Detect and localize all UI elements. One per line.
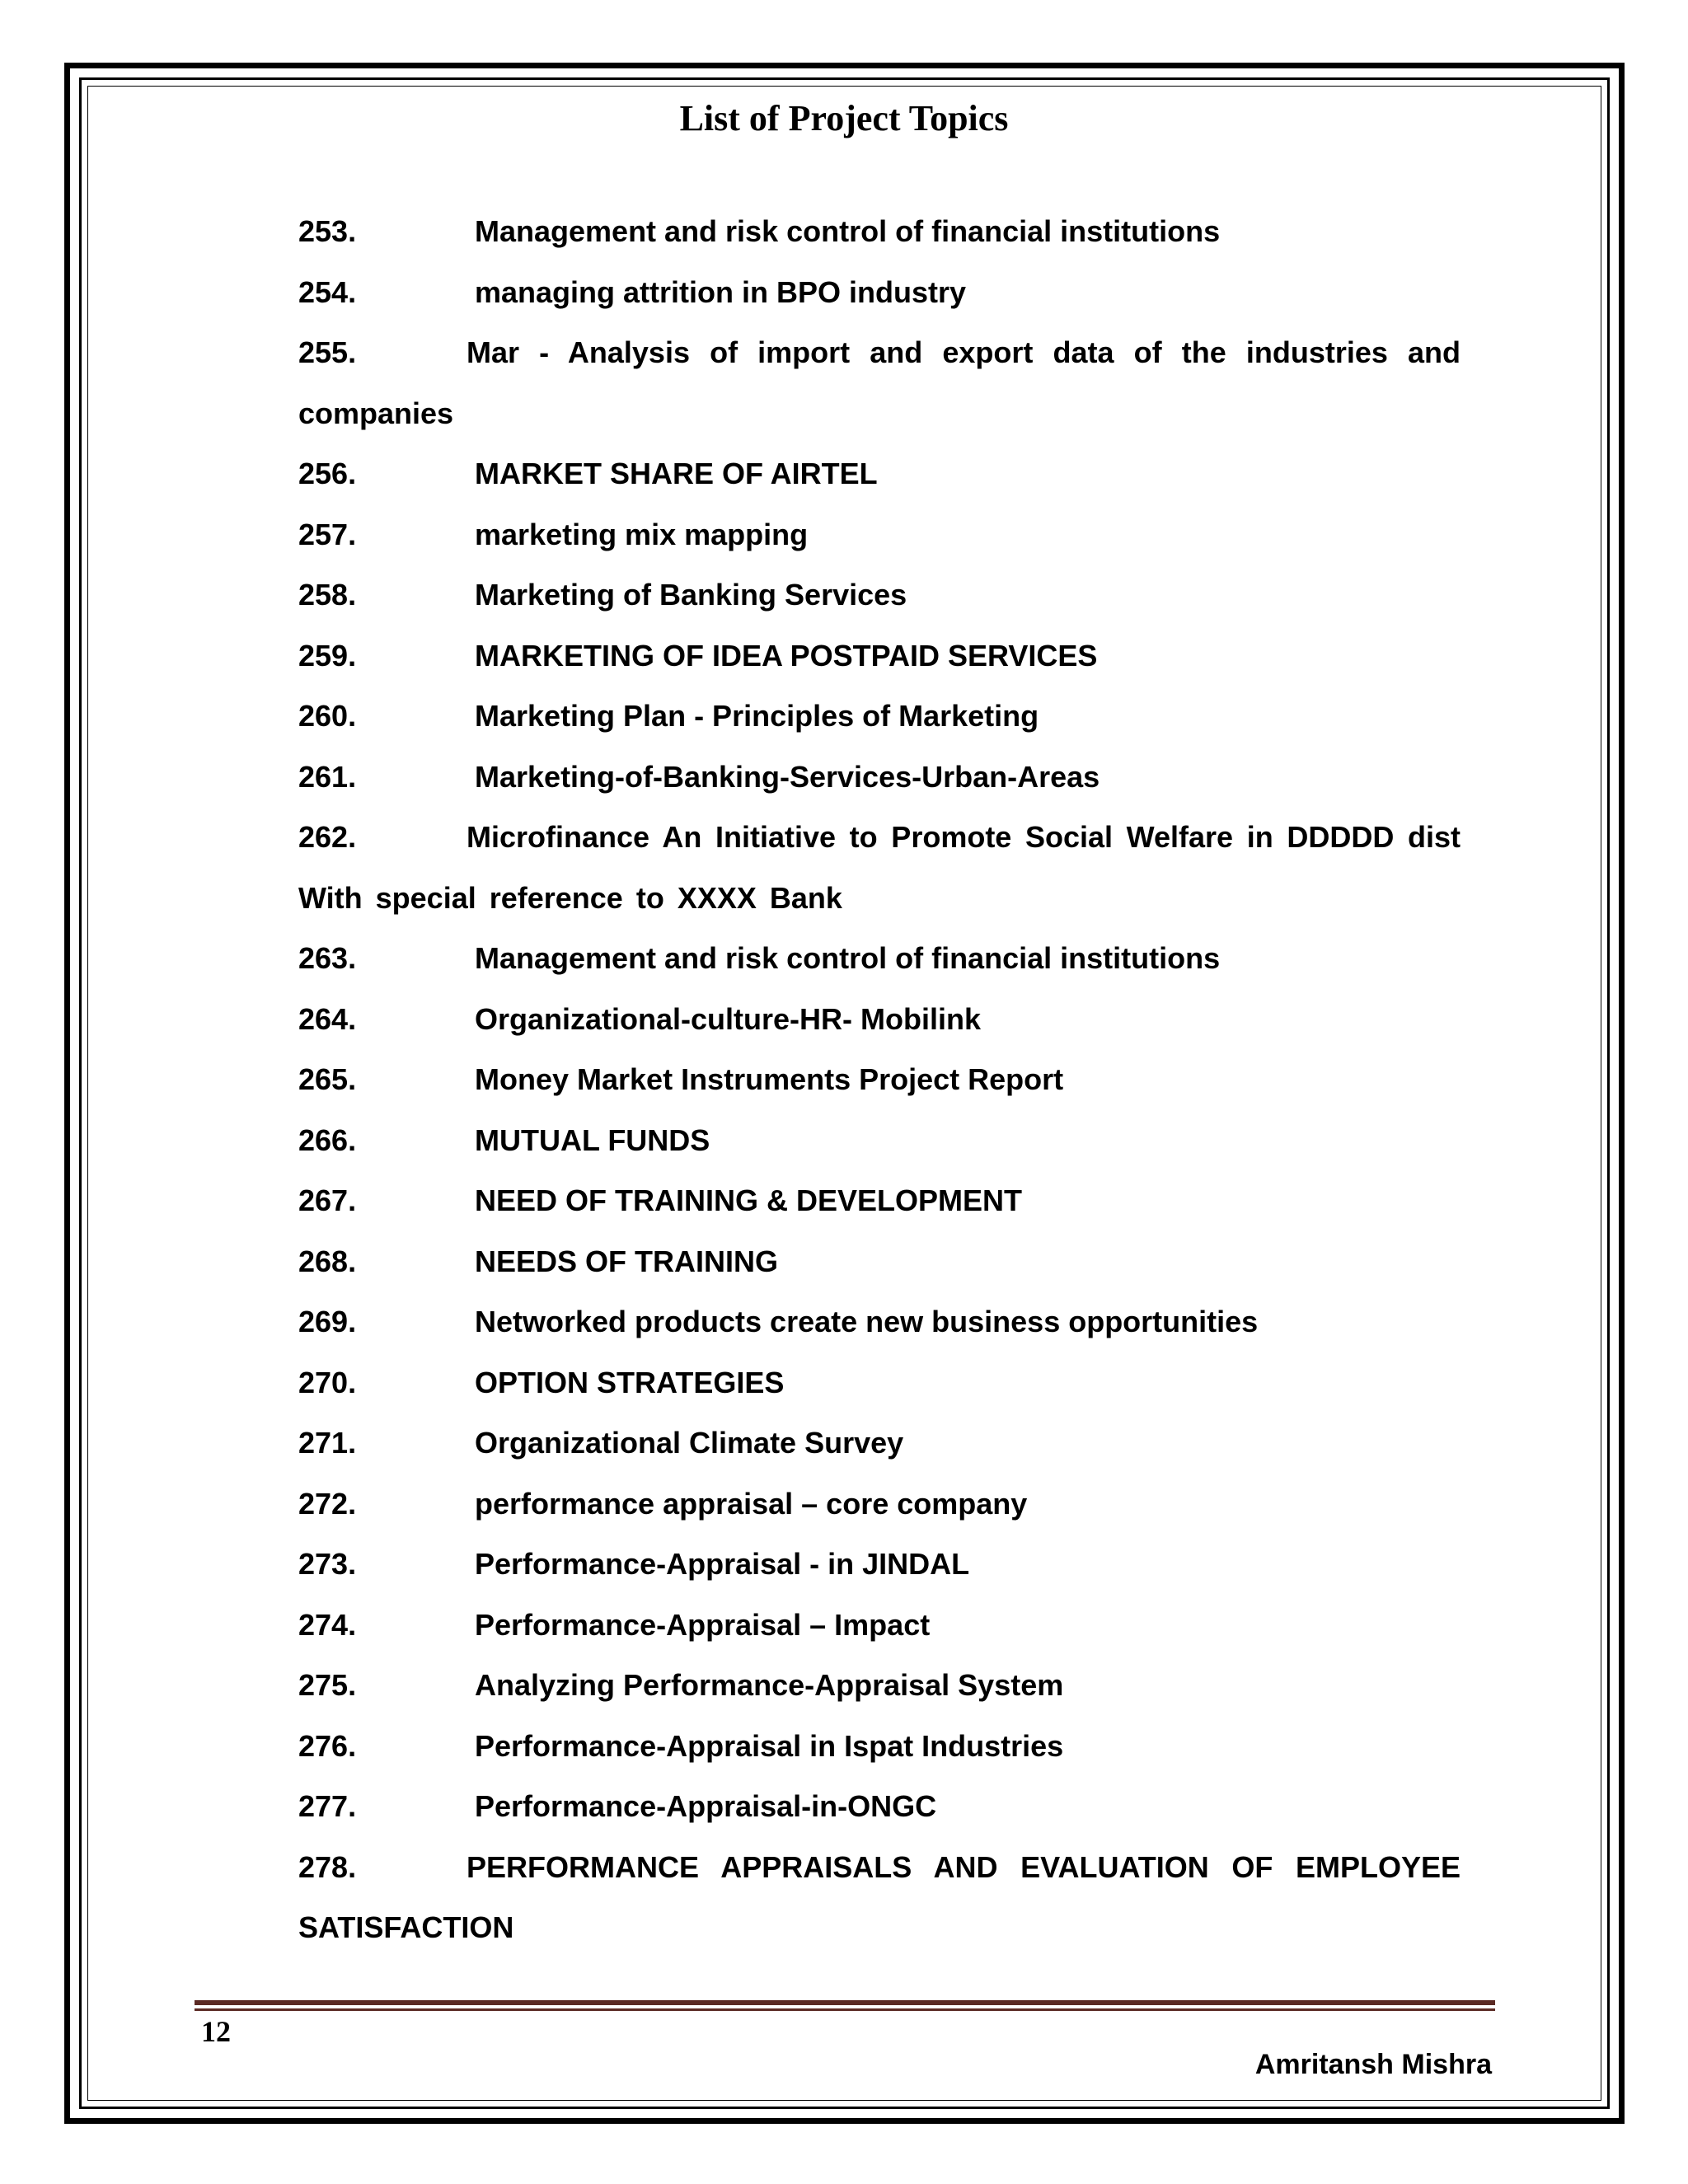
item-number: 270. <box>298 1365 357 1399</box>
item-number: 266. <box>298 1122 357 1157</box>
item-text: marketing mix mapping <box>475 517 809 551</box>
item-number: 253. <box>298 214 357 248</box>
list-item <box>298 1595 1461 1656</box>
page-number: 12 <box>201 2015 231 2048</box>
list-item <box>298 201 1461 262</box>
list-item <box>298 747 1461 808</box>
item-text: Performance-Appraisal – Impact <box>475 1607 931 1642</box>
item-text: NEED OF TRAINING & DEVELOPMENT <box>475 1183 1023 1217</box>
item-text: MUTUAL FUNDS <box>475 1122 710 1157</box>
list-item <box>298 1231 1461 1292</box>
list-item <box>298 686 1461 747</box>
item-number: 272. <box>298 1486 357 1521</box>
item-text: Marketing-of-Banking-Services-Urban-Areas <box>475 759 1100 794</box>
list-item <box>298 1474 1461 1535</box>
list-item <box>298 1776 1461 1837</box>
item-text: Marketing of Banking Services <box>475 578 907 612</box>
item-text: Marketing Plan - Principles of Marketing <box>475 699 1039 733</box>
item-text: Analyzing Performance-Appraisal System <box>475 1668 1064 1702</box>
item-text: MARKET SHARE OF AIRTEL <box>475 457 878 490</box>
item-number: 262. <box>298 820 357 854</box>
footer-rule-thick <box>195 2000 1495 2005</box>
list-item <box>298 1291 1461 1352</box>
item-number: 257. <box>298 517 357 551</box>
list-item <box>298 443 1461 504</box>
list-item <box>298 262 1461 323</box>
item-number: 261. <box>298 759 357 794</box>
list-item <box>298 565 1461 626</box>
item-number: 275. <box>298 1668 357 1702</box>
list-item <box>298 1352 1461 1413</box>
item-number: 267. <box>298 1183 357 1217</box>
item-text: Microfinance An Initiative to Promote Social Welfare in DDDDD dist With special reference to XXXX Bank <box>298 820 1461 915</box>
footer-rule-thin <box>195 2008 1495 2011</box>
item-number: 258. <box>298 578 357 612</box>
item-text: Networked products create new business opportunities <box>475 1305 1259 1338</box>
list-item <box>298 1534 1461 1595</box>
item-number: 254. <box>298 274 357 309</box>
item-number: 265. <box>298 1062 357 1096</box>
item-number: 259. <box>298 638 357 673</box>
list-item <box>298 1716 1461 1777</box>
item-text: Money Market Instruments Project Report <box>475 1062 1064 1096</box>
topic-list <box>298 201 1461 1958</box>
item-text: NEEDS OF TRAINING <box>475 1244 779 1278</box>
item-text: PERFORMANCE APPRAISALS AND EVALUATION OF EMPLOYEE SATISFACTION <box>298 1849 1461 1944</box>
item-text: Organizational Climate Survey <box>475 1426 904 1460</box>
list-item <box>298 807 1461 928</box>
item-number: 277. <box>298 1789 357 1823</box>
item-number: 263. <box>298 941 357 975</box>
list-item <box>298 1413 1461 1474</box>
list-item <box>298 989 1461 1050</box>
item-text: Mar - Analysis of import and export data of the industries and companies <box>298 335 1461 430</box>
item-text: Performance-Appraisal - in JINDAL <box>475 1547 970 1581</box>
author-name: Amritansh Mishra <box>1254 2049 1492 2080</box>
list-item <box>298 504 1461 565</box>
item-number: 271. <box>298 1426 357 1460</box>
item-number: 268. <box>298 1244 357 1278</box>
list-item <box>298 322 1461 443</box>
list-item <box>298 626 1461 687</box>
item-text: Performance-Appraisal in Ispat Industries <box>475 1728 1064 1763</box>
item-number: 256. <box>298 457 357 490</box>
list-item <box>298 928 1461 989</box>
list-item <box>298 1170 1461 1231</box>
item-number: 278. <box>298 1849 357 1884</box>
item-text: MARKETING OF IDEA POSTPAID SERVICES <box>475 638 1098 673</box>
item-text: Management and risk control of financial institutions <box>475 941 1221 975</box>
item-number: 276. <box>298 1728 357 1763</box>
item-number: 269. <box>298 1305 357 1338</box>
item-number: 255. <box>298 335 357 369</box>
list-item <box>298 1837 1461 1958</box>
item-number: 264. <box>298 1001 357 1036</box>
list-item <box>298 1110 1461 1171</box>
list-item <box>298 1049 1461 1110</box>
item-text: OPTION STRATEGIES <box>475 1365 785 1399</box>
item-number: 273. <box>298 1547 357 1581</box>
item-number: 274. <box>298 1607 357 1642</box>
item-text: performance appraisal – core company <box>475 1486 1028 1521</box>
item-text: Management and risk control of financial institutions <box>475 214 1221 248</box>
page-title: List of Project Topics <box>679 98 1009 138</box>
item-text: managing attrition in BPO industry <box>475 274 967 309</box>
item-text: Organizational-culture-HR- Mobilink <box>475 1001 982 1036</box>
item-text: Performance-Appraisal-in-ONGC <box>475 1789 937 1823</box>
item-number: 260. <box>298 699 357 733</box>
list-item <box>298 1655 1461 1716</box>
